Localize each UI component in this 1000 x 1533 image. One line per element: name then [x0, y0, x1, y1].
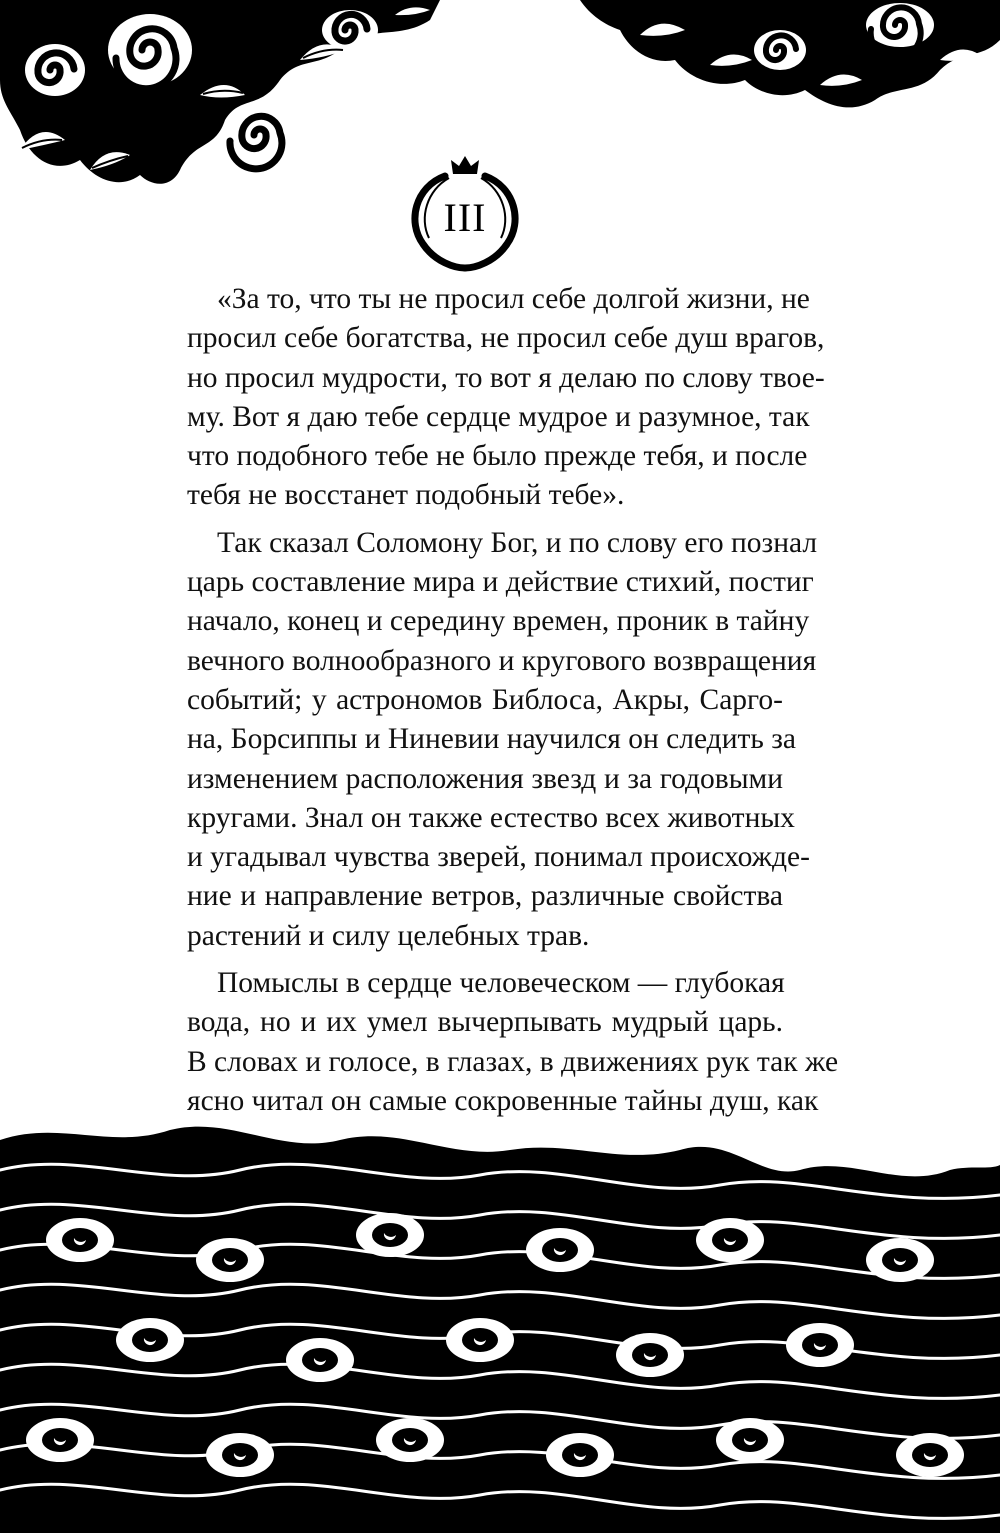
text-line: что подобного тебе не было прежде тебя, и после — [187, 440, 808, 473]
text-line: кругами. Знал он также естество всех животных — [187, 801, 795, 834]
text-line: вода, но и их умел вычерпывать мудрый царь. — [187, 1006, 783, 1039]
text-line: растений и силу целебных трав. — [187, 919, 590, 952]
text-line: В словах и голосе, в глазах, в движениях рук так же — [187, 1045, 839, 1078]
text-line: просил себе богатства, не просил себе душ врагов, — [187, 322, 825, 355]
paragraph — [157, 280, 825, 516]
text-line: царь составление мира и действие стихий, постиг — [187, 566, 814, 599]
chapter-numeral: III — [443, 195, 487, 240]
text-line: «За то, что ты не просил себе долгой жизни, не — [217, 283, 810, 315]
roses-illustration-left — [0, 0, 440, 200]
text-line: ние и направление ветров, различные свойства — [187, 880, 783, 913]
paragraph — [157, 964, 839, 1121]
text-line: му. Вот я даю тебе сердце мудрое и разумное, так — [187, 400, 810, 433]
text-line: ясно читал он самые сокровенные тайны душ, как — [187, 1084, 819, 1117]
text-line: вечного волнообразного и кругового возвращения — [187, 644, 817, 677]
text-line: Помыслы в сердце человеческом — глубокая — [217, 967, 785, 1000]
text-line: и угадывал чувства зверей, понимал происхожде- — [187, 841, 810, 874]
peacock-feathers-illustration — [0, 1110, 1000, 1533]
text-line: изменением расположения звезд и за годовыми — [187, 762, 783, 795]
text-line: событий; у астрономов Библоса, Акры, Сарго- — [187, 683, 783, 716]
text-line: тебя не восстанет подобный тебе». — [187, 479, 625, 512]
body-text — [157, 280, 839, 1129]
text-line: но просил мудрости, то вот я делаю по слову твое- — [187, 361, 825, 394]
text-line: на, Борсиппы и Ниневии научился он следить за — [187, 723, 796, 756]
paragraph — [157, 524, 818, 956]
chapter-heading — [405, 152, 525, 272]
roses-illustration-right — [580, 0, 1000, 120]
text-line: начало, конец и середину времен, проник в тайну — [187, 605, 810, 638]
text-line: Так сказал Соломону Бог, и по слову его познал — [217, 526, 818, 559]
